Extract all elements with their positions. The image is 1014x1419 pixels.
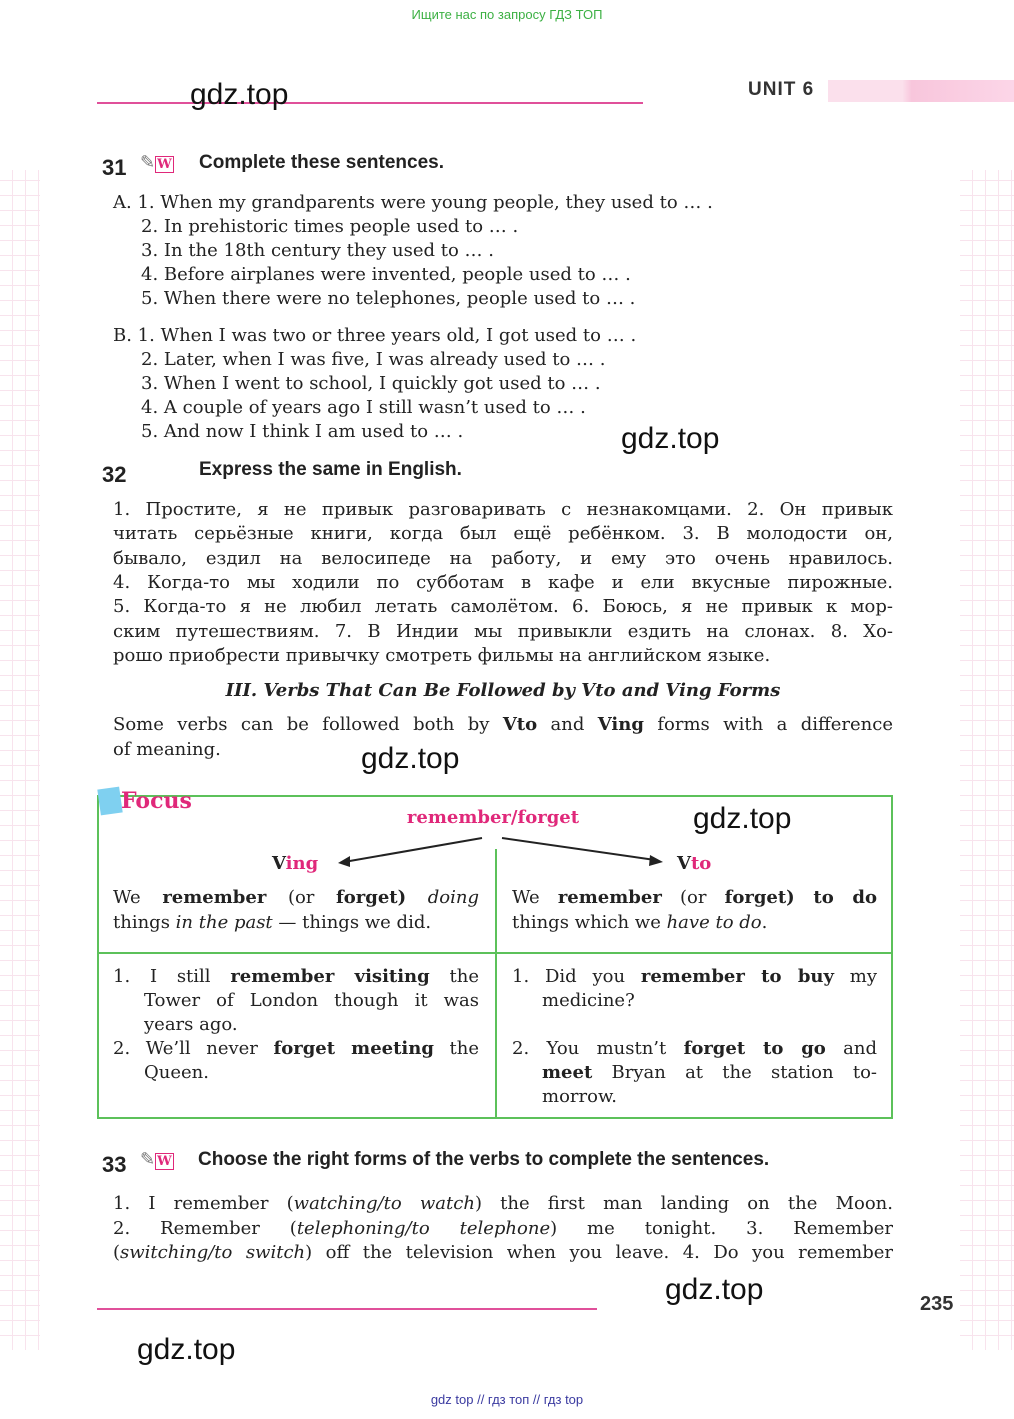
text-segment: We [113,887,163,908]
text-segment: . [761,912,768,933]
text-line [542,1061,877,1085]
text-segment: 2. We’ll never [113,1038,274,1059]
arrow-right [502,838,655,860]
text-segment: forms with a difference [643,714,894,735]
text-line: 5. Когда-то я не любил летать самолётом. 6. Боюсь, я не привык к мор- [113,596,893,618]
text-segment: ) off the television when you leave. 4. Do you remember [305,1242,893,1263]
exercise-number: 33 [102,1152,132,1182]
text-line: 2. In prehistoric times people used to … . [141,216,519,237]
text-line: 4. Когда-то мы ходили по субботам в кафе и ели вкусные пирожные. [113,571,893,593]
watermark: gdz.top [621,422,720,455]
text-line: 4. Before airplanes were invented, people used to … . [141,264,631,285]
footer-links[interactable]: gdz top // гдз топ // гдз top [430,1392,584,1407]
left-decoration [0,170,40,1350]
text-segment: telephoning/to telephone [296,1217,551,1239]
text-segment: Bryan at the station to- [592,1062,877,1083]
text-segment: the [433,1038,479,1059]
text-segment: remember to buy [640,966,834,987]
text-line: рошо приобрести привычку смотреть фильмы на английском языке. [113,644,771,666]
text-segment: in the past [175,912,273,933]
text-line [113,1037,479,1061]
text-line [512,1037,877,1061]
text-line [542,989,877,1013]
watermark: gdz.top [190,78,289,111]
unit-label: UNIT 6 [748,79,815,100]
text-segment: remember [162,887,267,908]
text-line [512,911,877,935]
text-line [113,965,479,989]
text-segment: 1. Did you [512,966,641,987]
text-segment: remember [557,887,662,908]
text-segment: forget to go [683,1038,826,1059]
footer-rule [97,1308,597,1310]
text-line [512,965,877,989]
text-line: ским путешествиям. 7. В Индии мы привыкли ездить на слонах. 8. Хо- [113,620,893,642]
text-line [113,911,479,935]
text-segment: ) me tonight. 3. Remember [550,1217,893,1239]
text-segment: have to do [666,912,762,933]
watermark: gdz.top [137,1333,236,1366]
exercise-task: Express the same in English. [199,459,462,480]
text-segment: — things we did. [272,912,432,933]
text-line [542,1085,877,1109]
top-note: Ищите нас по запросу ГДЗ ТОП [411,7,603,22]
arrowhead-icon [649,855,663,866]
text-line [113,1192,893,1216]
text-segment: of meaning. [113,739,221,760]
text-segment: Ving [597,714,644,735]
text-line [113,713,893,737]
text-segment: years ago. [144,1014,238,1035]
text-segment: 1. I still [113,966,231,987]
page-number: 235 [920,1293,954,1315]
text-line [144,989,479,1013]
text-segment: Tower of London though it was [144,990,479,1011]
watermark: gdz.top [693,802,792,835]
write-icon: ✎ W [140,1149,172,1170]
text-line: читать серьёзные книги, когда был ещё ребёнком. 3. В молодости он, [113,523,893,545]
text-segment: to do [794,887,877,908]
header-rule [97,102,643,104]
text-segment: ing [285,853,319,874]
text-segment: the [429,966,479,987]
text-segment: ) the first man landing on the Moon. [474,1193,893,1214]
right-decoration [960,170,1014,1350]
text-segment: meet [542,1062,593,1083]
text-segment: 1. I remember ( [113,1193,294,1214]
text-segment: ( [113,1242,121,1263]
text-line: 3. When I went to school, I quickly got used to … . [141,373,601,394]
text-line: A. 1. When my grandparents were young people, they used to … . [113,192,713,213]
text-segment: V [677,853,691,874]
text-segment: watching/to watch [293,1193,475,1214]
text-segment: and [537,714,598,735]
text-line [113,1241,893,1265]
unit-bar [828,80,1014,102]
text-line: 5. And now I think I am used to … . [141,421,464,442]
arrows [330,832,670,872]
text-segment: V [272,853,286,874]
text-segment: my [833,966,877,987]
write-icon: ✎ W [140,152,172,173]
text-segment: things [113,912,176,933]
text-segment: doing [406,887,479,908]
arrow-left [344,838,482,862]
text-segment: forget meeting [273,1038,434,1059]
text-line [113,886,479,910]
focus-heading: remember/forget [406,807,580,828]
text-segment: forget) [336,887,407,908]
text-segment: Queen. [144,1062,209,1083]
exercise-task: Complete these sentences. [199,152,444,173]
text-line: 1. Простите, я не привык разговаривать с незнакомцами. 2. Он привык [113,499,893,520]
text-line: бывало, ездил на велосипеде на работу, и ему это очень нравилось. [113,547,893,569]
text-segment: things which we [512,912,667,933]
text-segment: and [825,1038,877,1059]
text-segment: 2. You mustn’t [512,1038,684,1059]
text-line [144,1061,479,1085]
divider [495,849,497,1117]
text-segment: to [690,853,712,874]
text-segment: Vto [502,714,538,735]
watermark: gdz.top [361,742,460,775]
text-segment: (or [266,887,337,908]
text-line [512,886,877,910]
exercise-number: 31 [102,155,132,185]
text-line [113,738,893,762]
exercise-number: 32 [102,462,132,492]
text-line [113,1217,893,1241]
text-line [272,852,318,876]
text-segment: (or [661,887,725,908]
watermark: gdz.top [665,1273,764,1306]
text-line [677,852,711,876]
text-line: 2. Later, when I was five, I was already used to … . [141,349,606,370]
arrowhead-icon [338,856,350,867]
text-line [144,1013,479,1037]
text-line: 5. When there were no telephones, people used to … . [141,288,636,309]
text-segment: medicine? [542,990,635,1011]
text-segment: remember visiting [230,966,430,987]
text-segment: morrow. [542,1086,617,1107]
text-segment: switching/to switch [120,1242,306,1263]
text-line: 4. A couple of years ago I still wasn’t used to … . [141,397,586,418]
text-line: 3. In the 18th century they used to … . [141,240,494,261]
text-line: B. 1. When I was two or three years old, I got used to … . [113,325,637,346]
focus-badge: Focus [121,788,192,814]
text-segment: We [512,887,558,908]
section-title: III. Verbs That Can Be Followed by Vto and Ving Forms [225,680,781,701]
exercise-task: Choose the right forms of the verbs to complete the sentences. [198,1149,770,1170]
text-segment: Some verbs can be followed both by [113,714,503,735]
text-segment: forget) [724,887,795,908]
text-segment: 2. Remember ( [113,1217,297,1239]
